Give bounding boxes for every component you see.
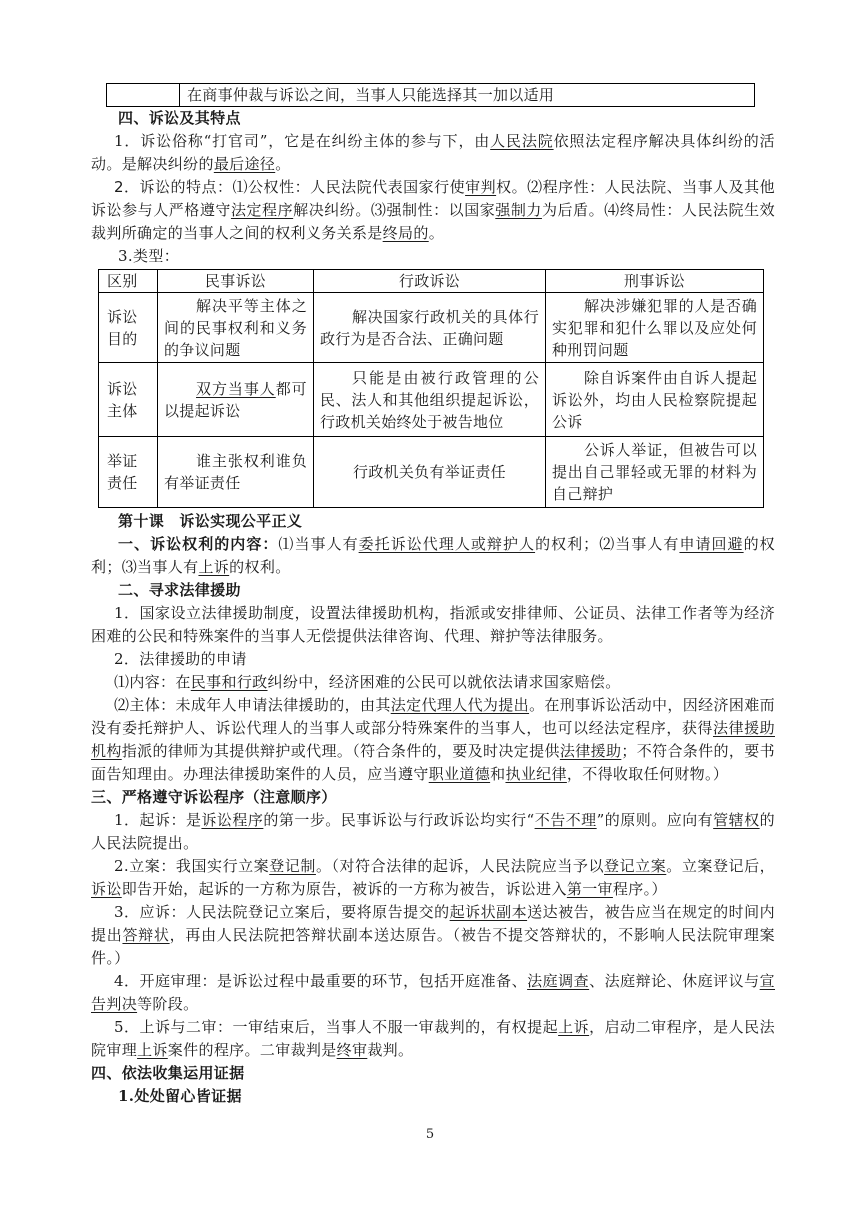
underlined-term: 终审 [336,1041,368,1059]
underlined-term: 登记制 [269,857,316,875]
text-run: 案件的程序。二审裁判是 [167,1041,337,1059]
text-run: 1．诉讼俗称“打官司”，它是在纠纷主体的参与下，由 [114,132,491,150]
text-run: ，再由人民法院把答辩状副本送达原告。 [169,926,453,944]
text-run: ”的原则。应向有 [596,811,714,829]
text-run: ，启动二审程序，是人民法院审理 [91,1018,776,1059]
paragraph: 1．国家设立法律援助制度，设置法律援助机构，指派或安排律师、公证员、法律工作者等为经济困难的公民和特殊案件的当事人无偿提供法律咨询、代理、辩护等法律服务。 [91,604,775,645]
underlined-term: 起诉状副本 [449,903,528,921]
underlined-term: 法定程序 [230,201,294,219]
page-number: 5 [425,1127,435,1142]
table-cell: 解决平等主体之间的民事权利和义务的争议问题 [158,293,314,363]
paragraph [91,901,775,970]
table-cell: 公诉人举证，但被告可以提出自己罪轻或无罪的材料为自己辩护 [546,437,764,508]
table-cell: 解决国家行政机关的具体行政行为是否合法、正确问题 [314,293,546,363]
text-run: 送达被告，被告应当在规定的时间内提出 [91,903,775,944]
underlined-term: 诉讼 [91,880,122,898]
underlined-term: 管辖权 [713,811,760,829]
text-run: 1．起诉：是 [114,811,202,829]
paragraph: 2．法律援助的申请 [114,650,247,668]
text-run: ⑴内容：在 [114,673,191,691]
underlined-term: 执业纪律 [505,765,567,783]
table-row [99,293,764,363]
underlined-term: 登记立案 [604,857,667,875]
section-heading: 二、寻求法律援助 [118,581,241,599]
text-run: 4．开庭审理：是诉讼过程中最重要的环节，包括开庭准备、 [114,972,528,990]
subsection-heading: 1.处处留心皆证据 [118,1087,242,1105]
table-cell: 解决涉嫌犯罪的人是否确实犯罪和犯什么罪以及应处何种刑罚问题 [546,293,764,363]
text-run: 的权利。 [229,558,291,576]
underlined-term: 申请回避 [679,535,744,553]
text-run: 依照法定程序解决具体纠纷的活动。是解决纠纷的 [91,132,775,173]
table-cell-empty [107,84,180,107]
text-run: 纠纷中，经济困难的公民可以就依法请求国家赔偿。 [267,673,621,691]
table-row-label: 诉讼目的 [99,293,158,363]
paragraph [91,970,775,1016]
underlined-term: 法律援助机构 [91,719,775,760]
text-run: 5．上诉与二审：一审结束后，当事人不服一审裁判的，有权提起 [114,1018,559,1036]
paragraph [91,671,775,694]
table-header-row [99,270,764,293]
underlined-term: 答辩状 [122,926,170,944]
paragraph [91,809,775,855]
underlined-term: 上诉 [137,1041,168,1059]
table-header-cell: 刑事诉讼 [546,270,764,293]
underlined-term: 终局的 [382,224,429,242]
text-run: 。在刑事诉讼活动中，因经济困难而没有委托辩护人、诉讼代理人的当事人或部分特殊案件的当事人，也可以经法定程序，获得 [91,696,775,737]
text-run: ⑵主体：未成年人申请法律援助的，由其 [114,696,391,714]
text-run: 2．诉讼的特点：⑴公权性：人民法院代表国家行使 [114,178,466,196]
note-run: ；不符合条件的，要书面告知理由。办理法律援助案件的人员，应当遵守 [91,742,775,783]
table-header-cell: 民事诉讼 [158,270,314,293]
underlined-term: 职业道德 [428,765,491,783]
underlined-term: 第一审 [566,880,613,898]
underlined-term: 上诉 [558,1018,590,1036]
text-run: ⑴当事人有 [278,535,359,553]
text-run: 。 [275,155,291,173]
paragraph [91,694,775,786]
underlined-term: 最后途径 [213,155,276,173]
text-run: 都可以提起诉讼 [164,379,307,420]
note-run: ，不得收取任何财物。） [566,765,729,783]
text-run: 为后盾。⑷终局性：人民法院生效裁判所确定的当事人之间的权利义务关系是 [91,201,775,242]
paragraph [91,855,775,901]
underlined-term: 委托诉讼代理人或辩护人 [358,535,536,553]
table-cell [158,363,314,437]
underlined-term: 法律援助 [559,742,622,760]
text-run: 。 [315,857,332,875]
table-cell: 除自诉案件由自诉人提起诉讼外，均由人民检察院提起公诉 [546,363,764,437]
text-run: 裁判。 [367,1041,414,1059]
underlined-term: 人民法院 [490,132,554,150]
table-cell: 在商事仲裁与诉讼之间，当事人只能选择其一加以适用 [180,84,755,107]
note-run: 和 [490,765,506,783]
text-run: 指派的律师为其提供辩护或代理。 [121,742,353,760]
table-row [99,363,764,437]
text-run: 权。⑵程序性：人民法院、当事人及其他诉讼参与人严格遵守 [91,178,775,219]
document-page [91,83,775,1108]
paragraph [91,1016,775,1062]
underlined-term: 双方当事人 [196,379,276,398]
inline-heading: 一、诉讼权利的内容： [118,535,279,553]
underlined-term: 不告不理 [534,811,597,829]
text-run: 3．应诉：人民法院登记立案后，要将原告提交的 [114,903,450,921]
underlined-term: 强制力 [495,201,542,219]
underlined-term: 诉讼程序 [201,811,264,829]
table-cell: 行政机关负有举证责任 [314,437,546,508]
note-run: 。立案登记后， [666,857,775,875]
text-run: 。 [428,224,445,242]
section-heading: 四、诉讼及其特点 [118,109,241,127]
table-row [99,437,764,508]
paragraph [91,533,775,579]
table-cell: 只能是由被行政管理的公民、法人和其他组织提起诉讼，行政机关始终处于被告地位 [314,363,546,437]
table-row [107,84,755,107]
paragraph [91,176,775,245]
underlined-term: 法定代理人代为提出 [390,696,530,714]
lesson-title: 第十课 诉讼实现公平正义 [118,512,303,530]
underlined-term: 民事和行政 [190,673,268,691]
note-run: 程序。） [612,880,667,898]
underlined-term: 上诉 [198,558,230,576]
types-label: 3.类型： [118,247,180,265]
note-run: （被告不提交答辩状的，不影响人民法院审理案件。） [91,926,775,967]
text-run: 等阶段。 [137,995,199,1013]
text-run: 的人民法院提出。 [91,811,775,852]
text-run: 解决纠纷。⑶强制性：以国家 [293,201,496,219]
paragraph [91,130,775,176]
note-run: （符合条件的，要及时决定提供 [352,742,560,760]
continued-table-row [106,83,755,107]
section-heading: 四、依法收集运用证据 [91,1064,245,1082]
table-header-cell: 行政诉讼 [314,270,546,293]
text-run: 、法庭辩论、休庭评议与 [589,972,760,990]
note-run: （对符合法律的起诉，人民法院应当予以 [331,857,605,875]
underlined-term: 宣告判决 [91,972,776,1013]
text-run: 的第一步。民事诉讼与行政诉讼均实行“ [263,811,535,829]
text-run: 的权利；⑵当事人有 [535,535,680,553]
underlined-term: 法庭调查 [527,972,590,990]
table-header-cell: 区别 [99,270,158,293]
table-row-label: 举证责任 [99,437,158,508]
text-run: 的权利；⑶当事人有 [91,535,775,576]
underlined-term: 审判 [465,178,497,196]
litigation-types-table [98,269,764,508]
note-run: 即告开始，起诉的一方称为原告，被诉的一方称为被告，诉讼进入 [121,880,567,898]
table-row-label: 诉讼主体 [99,363,158,437]
section-heading: 三、严格遵守诉讼程序（注意顺序） [91,788,337,806]
text-run: 2.立案：我国实行立案 [114,857,270,875]
table-cell: 谁主张权利谁负有举证责任 [158,437,314,508]
